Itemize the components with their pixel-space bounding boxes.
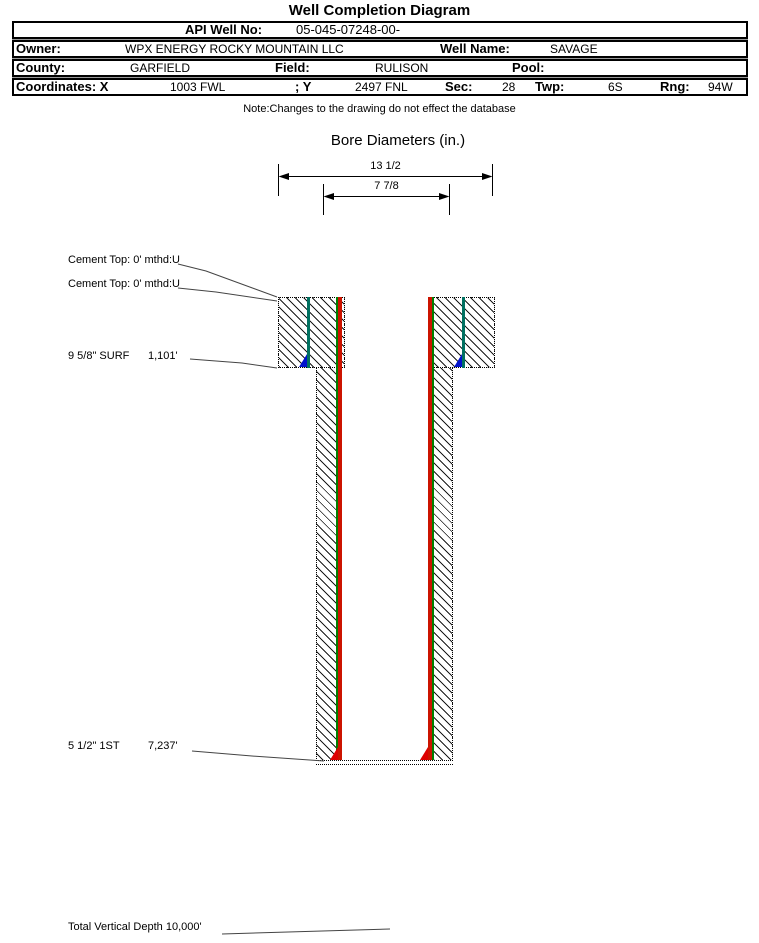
production-casing-depth: 7,237' [148,740,178,752]
well-header-table [12,21,748,96]
arrow-left-icon [324,193,335,200]
surface-shoe-leader-line [190,359,277,368]
owner-value: WPX ENERGY ROCKY MOUNTAIN LLC [125,42,344,56]
wellbore-bottom-cap [316,760,453,765]
table-row-coordinates [12,78,748,96]
rng-label: Rng: [660,79,690,94]
page-title: Well Completion Diagram [288,2,471,19]
surface-casing-line-left [307,297,310,368]
owner-label: Owner: [16,41,61,56]
county-label: County: [16,60,66,75]
production-casing-line-left [338,297,342,760]
rng-value: 94W [708,80,733,94]
cement-top-label-2: Cement Top: 0' mthd:U [68,278,180,290]
cement-top-1-leader-line [178,264,277,297]
production-shoe-leader-line [192,751,324,761]
table-row-owner [12,40,748,58]
api-well-no-value: 05-045-07248-00- [296,22,401,37]
surface-casing-line-right [462,297,465,368]
total-depth-leader-line [222,929,390,934]
sec-value: 28 [502,80,516,94]
total-vertical-depth-label: Total Vertical Depth 10,000' [68,921,202,933]
coordinate-y-value: 2497 FNL [355,80,408,94]
inner-bore-diameter-label: 7 7/8 [374,180,399,192]
twp-label: Twp: [535,79,565,94]
arrow-right-icon [482,173,493,180]
arrow-right-icon [439,193,450,200]
cement-top-2-leader-line [178,288,277,301]
production-casing-line-right [428,297,432,760]
surface-casing-label: 9 5/8" SURF [68,350,130,362]
twp-value: 6S [608,80,623,94]
table-row-county [12,59,748,77]
coordinates-label: Coordinates: X [16,79,109,94]
surface-casing-depth: 1,101' [148,350,178,362]
production-casing-label: 5 1/2" 1ST [68,740,120,752]
cement-bond-line-right [432,297,434,760]
api-well-no-label: API Well No: [185,22,263,37]
coordinate-x-value: 1003 FWL [170,80,226,94]
well-name-label: Well Name: [440,41,510,56]
field-value: RULISON [375,61,429,75]
surface-cement-left [278,297,345,368]
field-label: Field: [275,60,310,75]
county-value: GARFIELD [130,61,191,75]
production-shoe-marker-right [420,747,428,760]
arrow-left-icon [279,173,290,180]
outer-bore-diameter-label: 13 1/2 [370,160,401,172]
pool-label: Pool: [512,60,545,75]
bore-diameters-heading: Bore Diameters (in.) [330,132,466,149]
sec-label: Sec: [445,79,473,94]
coordinate-y-label: ; Y [295,79,312,94]
well-name-value: SAVAGE [550,42,598,56]
database-note: Note:Changes to the drawing do not effect the database [243,103,516,115]
table-row-api [12,21,748,39]
cement-top-label-1: Cement Top: 0' mthd:U [68,254,180,266]
